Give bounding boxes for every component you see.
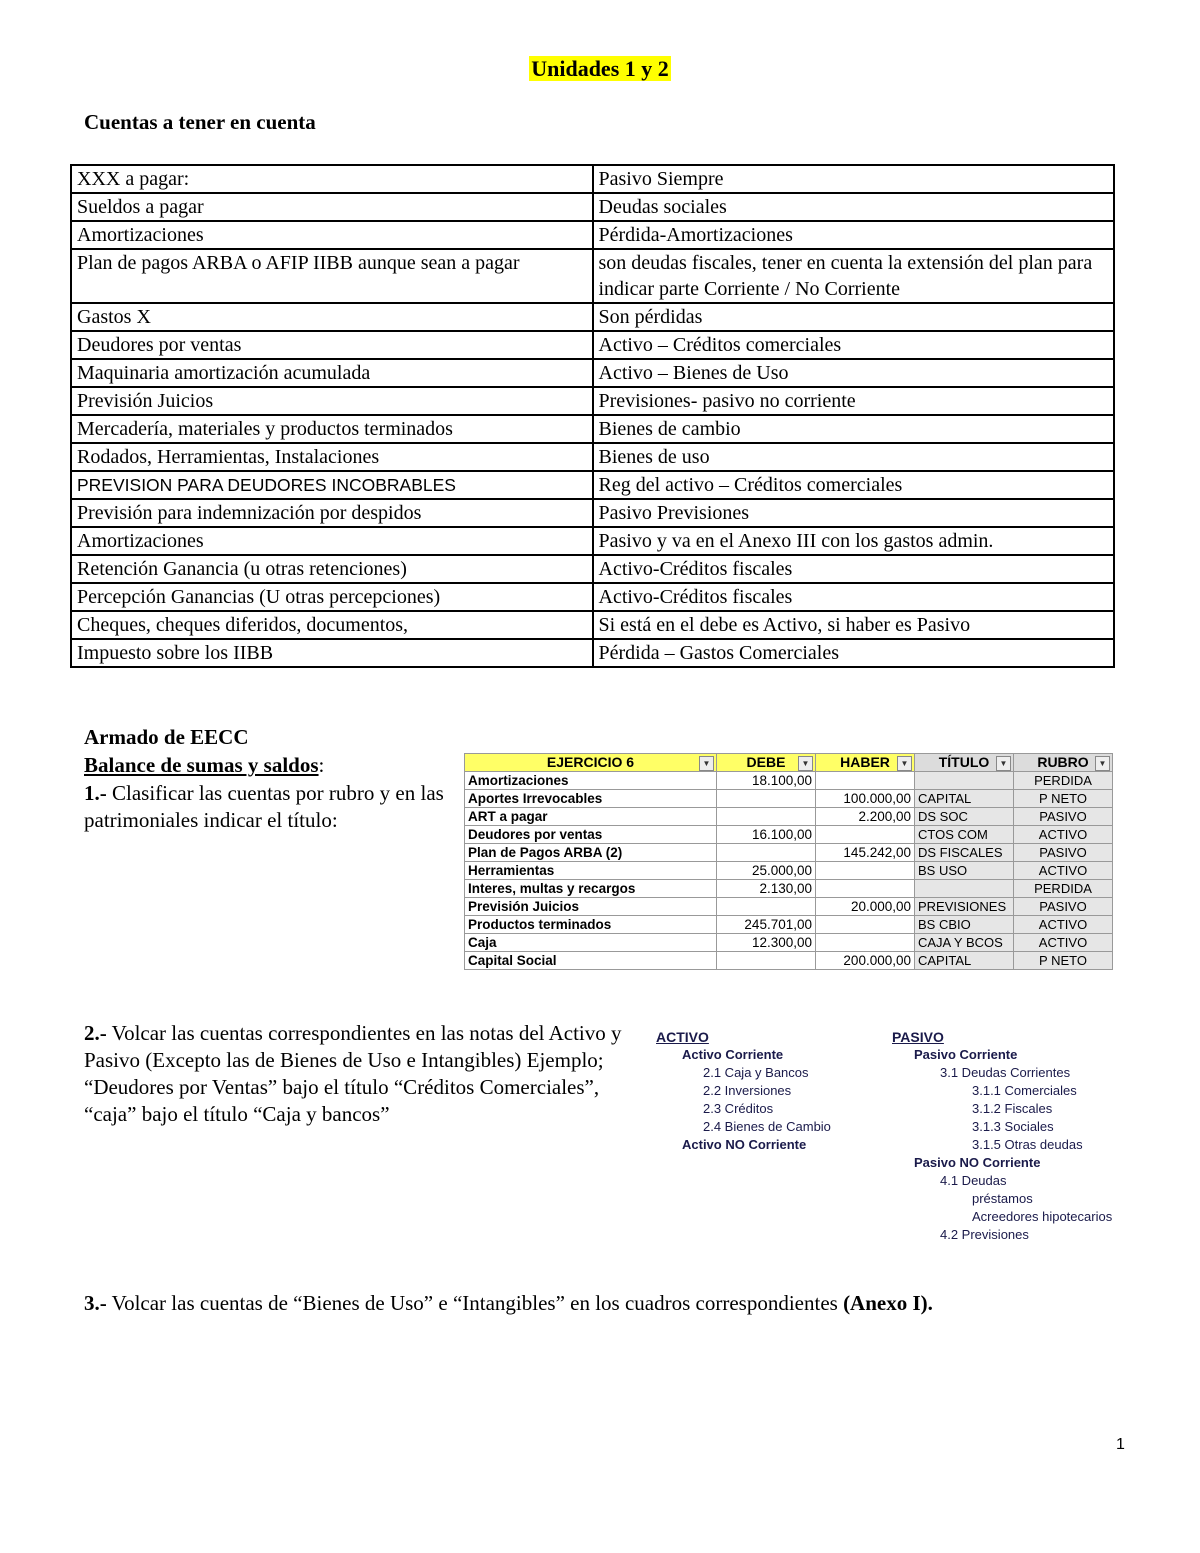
cuenta-name-cell: Plan de pagos ARBA o AFIP IIBB aunque sean a pagar bbox=[71, 249, 593, 303]
sheet-row bbox=[465, 862, 1113, 880]
cuenta-name-cell: Sueldos a pagar bbox=[71, 193, 593, 221]
sheet-account-cell[interactable]: Caja bbox=[465, 934, 717, 952]
cuenta-name-cell: Gastos X bbox=[71, 303, 593, 331]
activo-no-corriente: Activo NO Corriente bbox=[682, 1137, 807, 1152]
sheet-rubro-cell[interactable]: PERDIDA bbox=[1014, 880, 1113, 898]
sheet-haber-cell[interactable]: 2.200,00 bbox=[816, 808, 915, 826]
cuentas-row bbox=[71, 415, 1114, 443]
pasivo-nc-sub-item: préstamos bbox=[972, 1191, 1033, 1206]
pasivo-tree bbox=[892, 1028, 1112, 1244]
sheet-rubro-cell[interactable]: ACTIVO bbox=[1014, 916, 1113, 934]
sheet-rubro-cell[interactable]: PERDIDA bbox=[1014, 772, 1113, 790]
sheet-titulo-cell[interactable]: CAJA Y BCOS bbox=[915, 934, 1014, 952]
cuenta-name-cell: PREVISION PARA DEUDORES INCOBRABLES bbox=[71, 471, 593, 499]
sheet-rubro-cell[interactable]: P NETO bbox=[1014, 790, 1113, 808]
cuenta-class-cell: Activo – Créditos comerciales bbox=[593, 331, 1115, 359]
pasivo-no-corriente: Pasivo NO Corriente bbox=[914, 1155, 1041, 1170]
page-title: Unidades 1 y 2 bbox=[531, 56, 669, 81]
cuenta-class-cell: Deudas sociales bbox=[593, 193, 1115, 221]
sheet-rubro-cell[interactable]: PASIVO bbox=[1014, 844, 1113, 862]
sheet-debe-cell[interactable] bbox=[717, 952, 816, 970]
sheet-haber-cell[interactable]: 200.000,00 bbox=[816, 952, 915, 970]
cuenta-class-cell: Reg del activo – Créditos comerciales bbox=[593, 471, 1115, 499]
cuenta-class-cell: son deudas fiscales, tener en cuenta la extensión del plan para indicar parte Corriente / No Corriente bbox=[593, 249, 1115, 303]
sheet-haber-cell[interactable] bbox=[816, 934, 915, 952]
sheet-row bbox=[465, 916, 1113, 934]
cuentas-row bbox=[71, 555, 1114, 583]
cuentas-row bbox=[71, 611, 1114, 639]
sheet-titulo-cell[interactable]: DS FISCALES bbox=[915, 844, 1014, 862]
cuentas-row bbox=[71, 387, 1114, 415]
cuentas-row bbox=[71, 193, 1114, 221]
sheet-titulo-cell[interactable]: CAPITAL bbox=[915, 790, 1014, 808]
cuenta-class-cell: Pasivo Siempre bbox=[593, 165, 1115, 193]
sheet-header-label: HABER bbox=[840, 754, 890, 770]
sheet-debe-cell[interactable] bbox=[717, 898, 816, 916]
sheet-header-cell[interactable] bbox=[465, 754, 717, 772]
sheet-account-cell[interactable]: Aportes Irrevocables bbox=[465, 790, 717, 808]
filter-dropdown-icon[interactable]: ▼ bbox=[699, 756, 714, 771]
sheet-account-cell[interactable]: Herramientas bbox=[465, 862, 717, 880]
cuenta-name-cell: Amortizaciones bbox=[71, 527, 593, 555]
cuenta-name-cell: Previsión para indemnización por despidos bbox=[71, 499, 593, 527]
cuenta-class-cell: Pérdida-Amortizaciones bbox=[593, 221, 1115, 249]
cuenta-name-cell: Deudores por ventas bbox=[71, 331, 593, 359]
sheet-titulo-cell[interactable] bbox=[915, 772, 1014, 790]
cuentas-row bbox=[71, 359, 1114, 387]
sheet-titulo-cell[interactable]: CAPITAL bbox=[915, 952, 1014, 970]
sheet-account-cell[interactable]: Plan de Pagos ARBA (2) bbox=[465, 844, 717, 862]
cuenta-class-cell: Activo-Créditos fiscales bbox=[593, 583, 1115, 611]
sheet-account-cell[interactable]: Previsión Juicios bbox=[465, 898, 717, 916]
pasivo-heading: PASIVO bbox=[892, 1029, 944, 1045]
filter-dropdown-icon[interactable]: ▼ bbox=[798, 756, 813, 771]
sheet-rubro-cell[interactable]: P NETO bbox=[1014, 952, 1113, 970]
sheet-row bbox=[465, 826, 1113, 844]
cuentas-row bbox=[71, 221, 1114, 249]
cuenta-class-cell: Pasivo y va en el Anexo III con los gastos admin. bbox=[593, 527, 1115, 555]
cuenta-name-cell: Retención Ganancia (u otras retenciones) bbox=[71, 555, 593, 583]
cuentas-row bbox=[71, 249, 1114, 303]
cuenta-class-cell: Si está en el debe es Activo, si haber es Pasivo bbox=[593, 611, 1115, 639]
sheet-titulo-cell[interactable]: CTOS COM bbox=[915, 826, 1014, 844]
activo-heading: ACTIVO bbox=[656, 1029, 709, 1045]
filter-dropdown-icon[interactable]: ▼ bbox=[996, 756, 1011, 771]
ejercicio-sheet bbox=[464, 753, 1113, 970]
sheet-debe-cell[interactable] bbox=[717, 844, 816, 862]
sheet-haber-cell[interactable] bbox=[816, 880, 915, 898]
sheet-rubro-cell[interactable]: PASIVO bbox=[1014, 808, 1113, 826]
cuenta-class-cell: Bienes de uso bbox=[593, 443, 1115, 471]
sheet-account-cell[interactable]: Interes, multas y recargos bbox=[465, 880, 717, 898]
sheet-haber-cell[interactable]: 100.000,00 bbox=[816, 790, 915, 808]
sheet-header-cell[interactable] bbox=[915, 754, 1014, 772]
sheet-header-cell[interactable] bbox=[717, 754, 816, 772]
cuentas-row bbox=[71, 165, 1114, 193]
sheet-row bbox=[465, 880, 1113, 898]
sheet-debe-cell[interactable]: 245.701,00 bbox=[717, 916, 816, 934]
sheet-debe-cell[interactable]: 16.100,00 bbox=[717, 826, 816, 844]
activo-item: 2.3 Créditos bbox=[703, 1101, 774, 1116]
sheet-account-cell[interactable]: Deudores por ventas bbox=[465, 826, 717, 844]
sheet-debe-cell[interactable] bbox=[717, 790, 816, 808]
cuenta-class-cell: Previsiones- pasivo no corriente bbox=[593, 387, 1115, 415]
section-subtitle: Cuentas a tener en cuenta bbox=[84, 110, 316, 134]
sheet-account-cell[interactable]: Productos terminados bbox=[465, 916, 717, 934]
pasivo-sub-item: 3.1.3 Sociales bbox=[972, 1119, 1054, 1134]
sheet-row bbox=[465, 844, 1113, 862]
cuenta-name-cell: Rodados, Herramientas, Instalaciones bbox=[71, 443, 593, 471]
activo-corriente: Activo Corriente bbox=[682, 1047, 784, 1062]
sheet-debe-cell[interactable]: 18.100,00 bbox=[717, 772, 816, 790]
cuenta-class-cell: Activo – Bienes de Uso bbox=[593, 359, 1115, 387]
cuenta-name-cell: Maquinaria amortización acumulada bbox=[71, 359, 593, 387]
sheet-debe-cell[interactable]: 2.130,00 bbox=[717, 880, 816, 898]
pasivo-sub-item: 3.1.5 Otras deudas bbox=[972, 1137, 1083, 1152]
step-1: 1.- Clasificar las cuentas por rubro y en las patrimoniales indicar el título: bbox=[84, 781, 444, 832]
sheet-rubro-cell[interactable]: ACTIVO bbox=[1014, 826, 1113, 844]
sheet-row bbox=[465, 808, 1113, 826]
pasivo-deudas-nc: 4.1 Deudas bbox=[940, 1173, 1007, 1188]
sheet-rubro-cell[interactable]: PASIVO bbox=[1014, 898, 1113, 916]
sheet-titulo-cell[interactable]: BS USO bbox=[915, 862, 1014, 880]
sheet-account-cell[interactable]: Amortizaciones bbox=[465, 772, 717, 790]
sheet-titulo-cell[interactable]: PREVISIONES bbox=[915, 898, 1014, 916]
sheet-rubro-cell[interactable]: ACTIVO bbox=[1014, 862, 1113, 880]
cuenta-class-cell: Pérdida – Gastos Comerciales bbox=[593, 639, 1115, 667]
activo-tree bbox=[656, 1028, 831, 1154]
cuenta-name-cell: Percepción Ganancias (U otras percepciones) bbox=[71, 583, 593, 611]
sheet-row bbox=[465, 934, 1113, 952]
pasivo-sub-item: 3.1.1 Comerciales bbox=[972, 1083, 1077, 1098]
sheet-haber-cell[interactable]: 20.000,00 bbox=[816, 898, 915, 916]
pasivo-previsiones: 4.2 Previsiones bbox=[940, 1227, 1029, 1242]
cuentas-row bbox=[71, 527, 1114, 555]
sheet-debe-cell[interactable]: 25.000,00 bbox=[717, 862, 816, 880]
cuentas-row bbox=[71, 639, 1114, 667]
sheet-haber-cell[interactable]: 145.242,00 bbox=[816, 844, 915, 862]
pasivo-sub-item: 3.1.2 Fiscales bbox=[972, 1101, 1053, 1116]
cuenta-class-cell: Son pérdidas bbox=[593, 303, 1115, 331]
cuenta-class-cell: Pasivo Previsiones bbox=[593, 499, 1115, 527]
cuentas-row bbox=[71, 443, 1114, 471]
cuenta-name-cell: Cheques, cheques diferidos, documentos, bbox=[71, 611, 593, 639]
cuenta-name-cell: Impuesto sobre los IIBB bbox=[71, 639, 593, 667]
activo-item: 2.4 Bienes de Cambio bbox=[703, 1119, 831, 1134]
sheet-titulo-cell[interactable]: BS CBIO bbox=[915, 916, 1014, 934]
sheet-header-label: RUBRO bbox=[1037, 754, 1089, 770]
cuenta-name-cell: XXX a pagar: bbox=[71, 165, 593, 193]
sheet-header-cell[interactable] bbox=[816, 754, 915, 772]
sheet-header-label: DEBE bbox=[746, 754, 786, 770]
page-number: 1 bbox=[1116, 1436, 1125, 1453]
activo-item: 2.2 Inversiones bbox=[703, 1083, 792, 1098]
cuentas-row bbox=[71, 331, 1114, 359]
sheet-debe-cell[interactable] bbox=[717, 808, 816, 826]
eecc-title: Armado de EECC bbox=[84, 725, 249, 749]
pasivo-nc-sub-item: Acreedores hipotecarios bbox=[972, 1209, 1113, 1224]
sheet-header-cell[interactable] bbox=[1014, 754, 1113, 772]
cuentas-row bbox=[71, 499, 1114, 527]
cuenta-name-cell: Mercadería, materiales y productos terminados bbox=[71, 415, 593, 443]
sheet-account-cell[interactable]: ART a pagar bbox=[465, 808, 717, 826]
activo-item: 2.1 Caja y Bancos bbox=[703, 1065, 809, 1080]
eecc-subtitle: Balance de sumas y saldos: bbox=[84, 753, 325, 777]
sheet-haber-cell[interactable] bbox=[816, 772, 915, 790]
sheet-row bbox=[465, 772, 1113, 790]
filter-dropdown-icon[interactable]: ▼ bbox=[897, 756, 912, 771]
pasivo-corriente: Pasivo Corriente bbox=[914, 1047, 1018, 1062]
sheet-debe-cell[interactable]: 12.300,00 bbox=[717, 934, 816, 952]
sheet-haber-cell[interactable] bbox=[816, 826, 915, 844]
sheet-titulo-cell[interactable] bbox=[915, 880, 1014, 898]
sheet-row bbox=[465, 952, 1113, 970]
sheet-haber-cell[interactable] bbox=[816, 862, 915, 880]
pasivo-deudas: 3.1 Deudas Corrientes bbox=[940, 1065, 1071, 1080]
cuentas-row bbox=[71, 471, 1114, 499]
sheet-row bbox=[465, 790, 1113, 808]
cuenta-name-cell: Previsión Juicios bbox=[71, 387, 593, 415]
step-2: 2.- Volcar las cuentas correspondientes en las notas del Activo y Pasivo (Excepto las de Bienes de Uso e Intangibles) Ejemplo; “Deudores por Ventas” bajo el título “Créditos Comerciales”, “caja” bajo el título “Caja y bancos” bbox=[84, 1021, 622, 1126]
cuenta-class-cell: Bienes de cambio bbox=[593, 415, 1115, 443]
sheet-header-label: EJERCICIO 6 bbox=[546, 754, 635, 770]
sheet-titulo-cell[interactable]: DS SOC bbox=[915, 808, 1014, 826]
sheet-account-cell[interactable]: Capital Social bbox=[465, 952, 717, 970]
cuenta-class-cell: Activo-Créditos fiscales bbox=[593, 555, 1115, 583]
sheet-rubro-cell[interactable]: ACTIVO bbox=[1014, 934, 1113, 952]
cuentas-row bbox=[71, 583, 1114, 611]
sheet-row bbox=[465, 898, 1113, 916]
sheet-haber-cell[interactable] bbox=[816, 916, 915, 934]
cuentas-table bbox=[70, 164, 1115, 668]
step-3: 3.- Volcar las cuentas de “Bienes de Uso” e “Intangibles” en los cuadros correspondientes (Anexo I). bbox=[84, 1291, 933, 1315]
cuenta-name-cell: Amortizaciones bbox=[71, 221, 593, 249]
cuentas-row bbox=[71, 303, 1114, 331]
sheet-header-label: TÍTULO bbox=[938, 754, 990, 770]
filter-dropdown-icon[interactable]: ▼ bbox=[1095, 756, 1110, 771]
